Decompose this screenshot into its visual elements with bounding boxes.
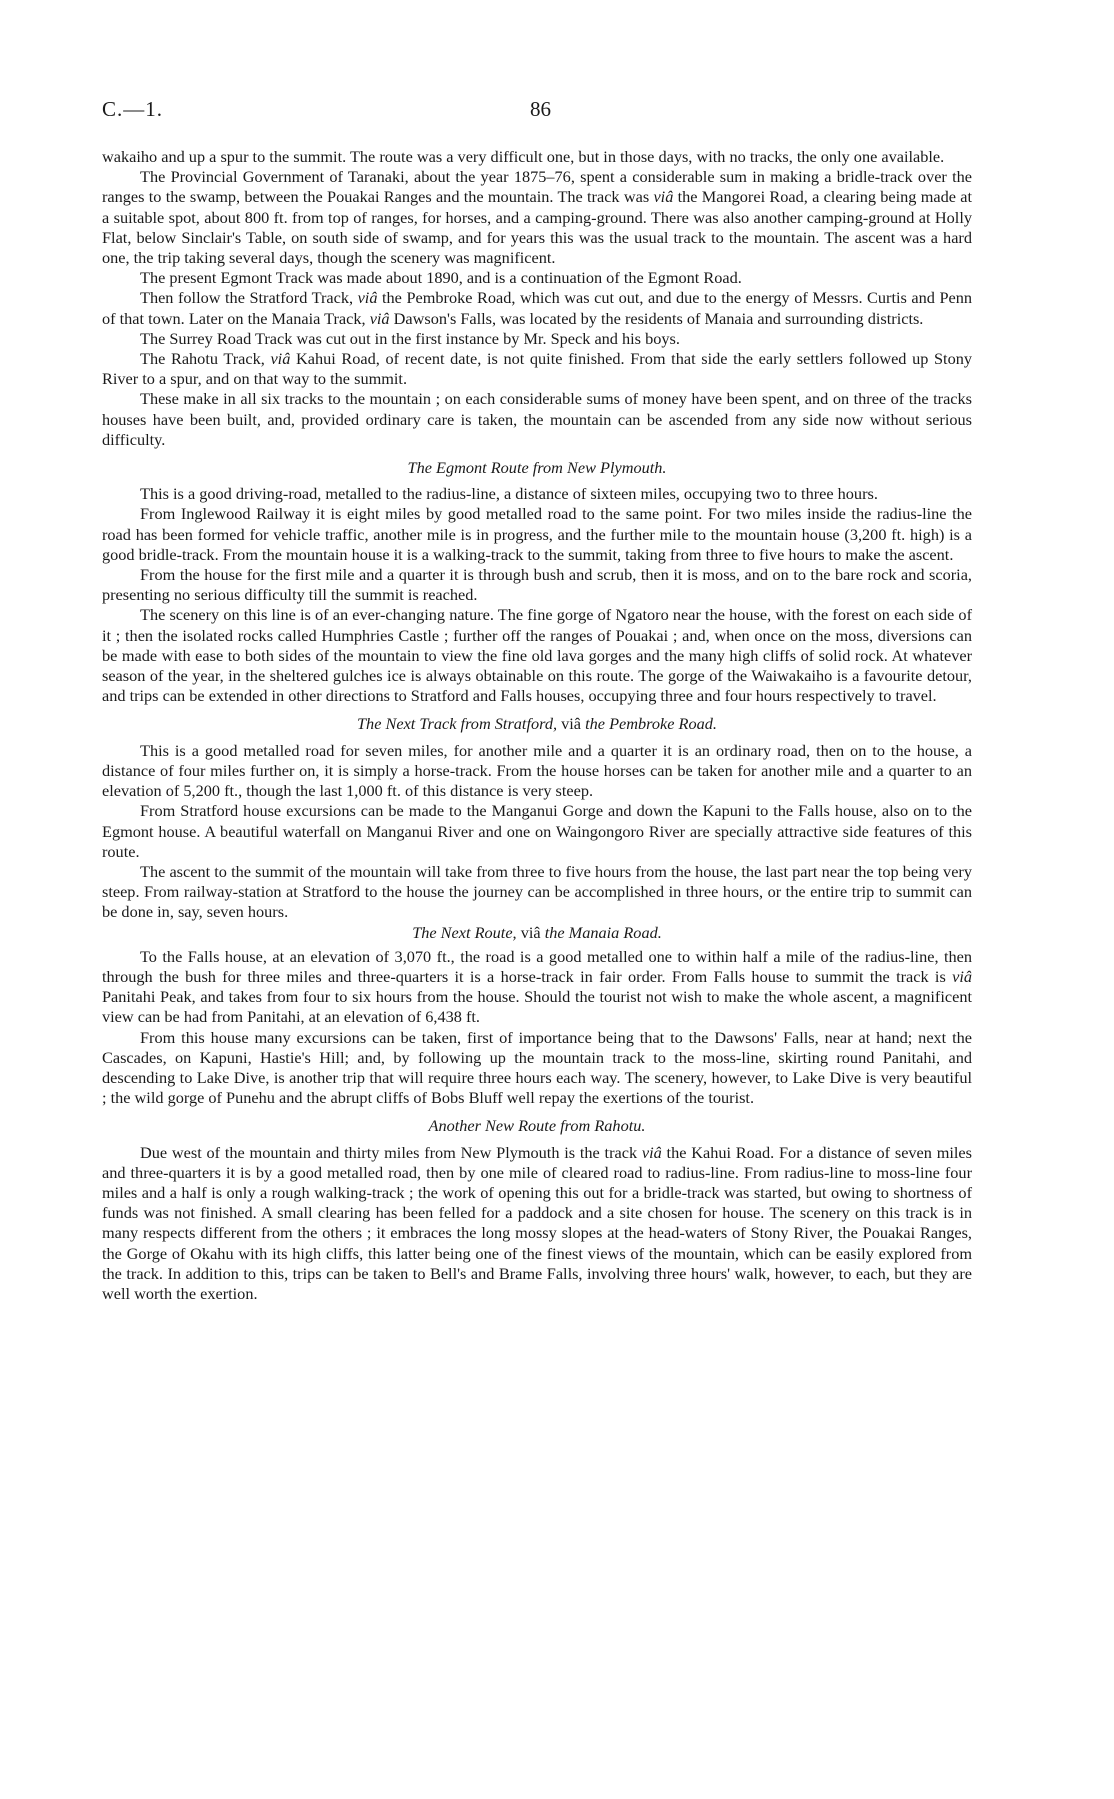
paragraph: wakaiho and up a spur to the summit. The route was a very difficult one, but in those days, with no tracks, the only one available. (102, 147, 945, 166)
italic-term: viâ (369, 308, 390, 328)
heading-text: The Next Track from Stratford, (357, 714, 558, 734)
italic-term: viâ (641, 1142, 662, 1162)
page-number: 86 (530, 97, 551, 121)
body-text (102, 147, 972, 1304)
italic-term: viâ (653, 187, 674, 207)
text-run: To the Falls house, at an elevation of 3,070 ft., the road is a good metalled one to within half a mile of the radius-line, then through the bush for three miles and three-quarters it is a horse-track in fair order. From Falls house to summit the track is (102, 946, 972, 986)
paragraph: From Stratford house excursions can be made to the Manganui Gorge and down the Kapuni to the Falls house, also on to the Egmont house. A beautiful waterfall on Manganui River and one on Waingongoro River are specially attractive side features of this route. (102, 801, 972, 861)
text-run: The Rahotu Track, (140, 349, 265, 369)
paragraph (102, 947, 972, 1028)
text-run: the Kahui Road. For a distance of seven miles and three-quarters it is by a good metalled road, then by one mile of cleared road to radius-line. From radius-line to moss-line four miles and a half is only a rough walking-track ; the work of opening this out for a bridle-track was started, but owing to shortness of funds was not finished. A small clearing has been felled for a paddock and a site chosen for house. The scenery on this track is in many respects different from the others ; it embraces the long mossy slopes at the head-waters of Stony River, the Pouakai Ranges, the Gorge of Okahu with its high cliffs, this latter being one of the finest views of the mountain, which can be easily explored from the track. In addition to this, trips can be taken to Bell's and Brame Falls, involving three hours' walk, however, to each, but they are well worth the exertion. (102, 1142, 972, 1303)
paragraph: From the house for the first mile and a quarter it is through bush and scrub, then it is moss, and on to the bare rock and scoria, presenting no serious difficulty till the summit is reached. (102, 565, 972, 605)
text-run: Panitahi Peak, and takes from four to six hours from the house. Should the tourist not wish to make the whole ascent, a magnificent view can be had from Panitahi, at an elevation of 6,438 ft. (102, 987, 972, 1027)
paragraph: From this house many excursions can be taken, first of importance being that to the Dawsons' Falls, near at hand; next the Cascades, on Kapuni, Hastie's Hill; and, by following up the mountain track to the moss-line, skirting round Panitahi, and descending to Lake Dive, is another trip that will require three hours each way. The scenery, however, to Lake Dive is very beautiful ; the wild gorge of Punehu and the abrupt cliffs of Bobs Bluff well repay the exertions of the tourist. (102, 1027, 972, 1108)
italic-term: viâ (952, 966, 973, 986)
paragraph: These make in all six tracks to the mountain ; on each considerable sums of money have been spent, and on three of the tracks houses have been built, and, provided ordinary care is taken, the mountain can be ascended from any side now without serious difficulty. (102, 389, 972, 449)
text-run: the Pembroke Road, which was cut out, and due to the energy of Messrs. Curtis and Penn of that town. Later on the Manaia Track, (102, 288, 973, 328)
italic-term: viâ (357, 288, 378, 308)
paragraph: The ascent to the summit of the mountain will take from three to five hours from the house, the last part near the top being very steep. From railway-station at Stratford to the house the journey can be accomplished in three hours, or the entire trip to summit can be done in, say, seven hours. (102, 861, 972, 922)
text-run: Then follow the Stratford Track, (140, 288, 354, 308)
section-heading (102, 714, 972, 734)
text-run: Dawson's Falls, was located by the residents of Manaia and surrounding districts. (393, 308, 924, 328)
paragraph (102, 167, 972, 268)
heading-text: the Pembroke Road. (585, 714, 717, 734)
document-reference: C.—1. (102, 97, 164, 121)
paragraph: The present Egmont Track was made about 1890, and is a continuation of the Egmont Road. (140, 268, 742, 288)
heading-term: viâ (561, 714, 582, 734)
paragraph: The Surrey Road Track was cut out in the first instance by Mr. Speck and his boys. (140, 328, 680, 348)
text-run: Kahui Road, of recent date, is not quite finished. From that side the early settlers followed up Stony River to a spur, and on that way to the summit. (102, 349, 973, 389)
heading-text: the Manaia Road. (544, 922, 662, 942)
paragraph: The scenery on this line is of an ever-changing nature. The fine gorge of Ngatoro near the house, with the forest on each side of it ; then the isolated rocks called Humphries Castle ; further off the ranges of Pouakai ; and, when once on the moss, diversions can be made with ease to both sides of the mountain to view the fine old lava gorges and the many high cliffs of solid rock. At whatever season of the year, in the sheltered gulches ice is always obtainable on this route. The gorge of the Waiwakaiho is a favourite detour, and trips can be extended in other directions to Stratford and Falls houses, occupying three and four hours respectively to travel. (102, 605, 972, 706)
section-heading: Another New Route from Rahotu. (428, 1116, 646, 1136)
paragraph (102, 349, 972, 389)
paragraph: From Inglewood Railway it is eight miles by good metalled road to the same point. For two miles inside the radius-line the road has been formed for vehicle traffic, another mile is in progress, and the further mile to the mountain house (3,200 ft. high) is a good bridle-track. From the mountain house it is a walking-track to the summit, taking from three to five hours to make the ascent. (102, 504, 972, 564)
heading-text: The Next Route, (412, 922, 517, 942)
text-run: the Mangorei Road, a clearing being made at a suitable spot, about 800 ft. from top of ranges, for horses, and a camping-ground. There was also another camping-ground at Holly Flat, below Sinclair's Table, on south side of swamp, and for years this was the usual track to the mountain. The ascent was a hard one, the trip taking several days, though the scenery was magnificent. (102, 187, 973, 268)
paragraph (102, 288, 972, 328)
section-heading: The Egmont Route from New Plymouth. (407, 458, 667, 478)
paragraph: This is a good metalled road for seven miles, for another mile and a quarter it is an ordinary road, then on to the house, a distance of four miles further on, it is simply a horse-track. From the house horses can be taken for another mile and a quarter to an elevation of 5,200 ft., though the last 1,000 ft. of this distance is very steep. (102, 740, 972, 801)
section-heading (102, 923, 972, 943)
paragraph (102, 1143, 972, 1305)
italic-term: viâ (270, 349, 291, 369)
text-run: Due west of the mountain and thirty miles from New Plymouth is the track (140, 1142, 638, 1162)
text-run: The Provincial Government of Taranaki, about the year 1875–76, spent a considerable sum in making a bridle-track over the ranges to the swamp, between the Pouakai Ranges and the mountain. The track was (102, 167, 972, 207)
paragraph: This is a good driving-road, metalled to the radius-line, a distance of sixteen miles, occupying two to three hours. (140, 484, 878, 504)
heading-term: viâ (520, 922, 541, 942)
